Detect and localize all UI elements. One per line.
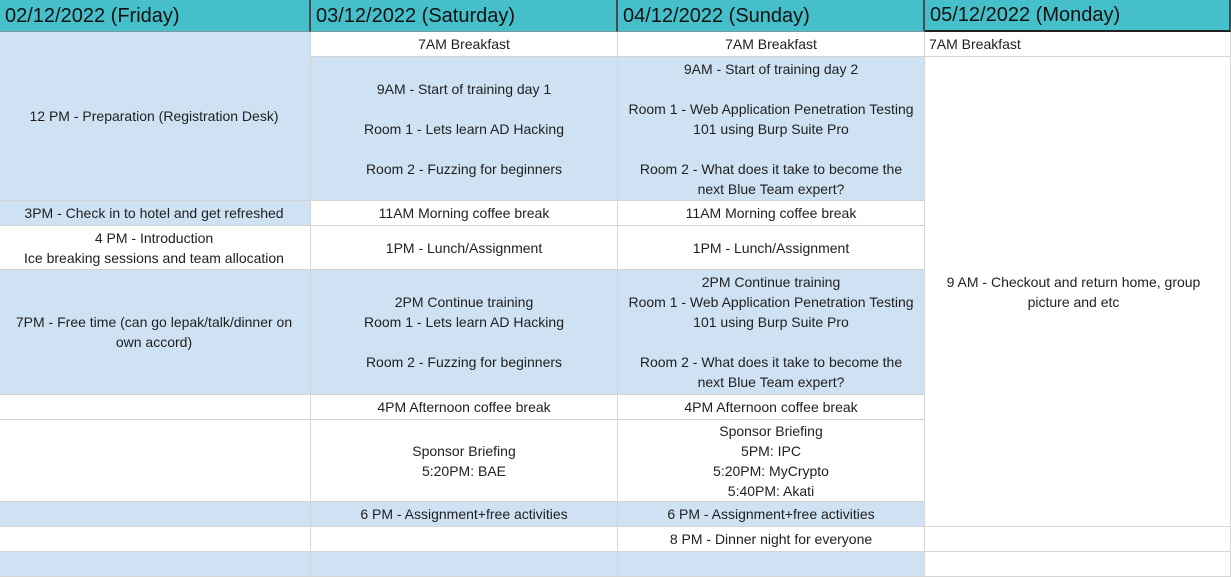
schedule-cell[interactable]: [0, 552, 311, 577]
day-header-2[interactable]: 03/12/2022 (Saturday): [311, 0, 618, 32]
schedule-cell[interactable]: 3PM - Check in to hotel and get refreshed: [0, 201, 311, 226]
schedule-cell[interactable]: [311, 527, 618, 552]
schedule-cell[interactable]: 11AM Morning coffee break: [311, 201, 618, 226]
schedule-cell[interactable]: 7AM Breakfast: [618, 32, 925, 57]
schedule-cell[interactable]: 1PM - Lunch/Assignment: [311, 226, 618, 270]
schedule-cell[interactable]: [0, 420, 311, 502]
schedule-cell[interactable]: 6 PM - Assignment+free activities: [618, 502, 925, 527]
schedule-cell[interactable]: 11AM Morning coffee break: [618, 201, 925, 226]
schedule-cell[interactable]: 9AM - Start of training day 1 Room 1 - Lets learn AD Hacking Room 2 - Fuzzing for beginners: [311, 57, 618, 201]
schedule-cell[interactable]: 7AM Breakfast: [925, 32, 1231, 57]
schedule-cell[interactable]: 4 PM - Introduction Ice breaking sessions and team allocation: [0, 226, 311, 270]
schedule-cell[interactable]: 6 PM - Assignment+free activities: [311, 502, 618, 527]
schedule-cell[interactable]: 9 AM - Checkout and return home, group picture and etc: [925, 57, 1231, 527]
schedule-cell[interactable]: [618, 552, 925, 577]
day-header-3[interactable]: 04/12/2022 (Sunday): [618, 0, 925, 32]
schedule-cell[interactable]: 4PM Afternoon coffee break: [618, 395, 925, 420]
schedule-cell[interactable]: 8 PM - Dinner night for everyone: [618, 527, 925, 552]
schedule-cell[interactable]: 12 PM - Preparation (Registration Desk): [0, 32, 311, 201]
schedule-cell[interactable]: [925, 552, 1231, 577]
schedule-cell[interactable]: 2PM Continue training Room 1 - Lets learn AD Hacking Room 2 - Fuzzing for beginners: [311, 270, 618, 395]
schedule-cell[interactable]: [0, 395, 311, 420]
day-header-1[interactable]: 02/12/2022 (Friday): [0, 0, 311, 32]
schedule-cell[interactable]: 4PM Afternoon coffee break: [311, 395, 618, 420]
schedule-cell[interactable]: [0, 502, 311, 527]
schedule-cell[interactable]: [311, 552, 618, 577]
schedule-cell[interactable]: 7PM - Free time (can go lepak/talk/dinner on own accord): [0, 270, 311, 395]
schedule-cell[interactable]: [925, 527, 1231, 552]
schedule-cell[interactable]: 9AM - Start of training day 2 Room 1 - Web Application Penetration Testing 101 using Burp Suite Pro Room 2 - What does it take to become the next Blue Team expert?: [618, 57, 925, 201]
schedule-cell[interactable]: 2PM Continue training Room 1 - Web Application Penetration Testing 101 using Burp Suite Pro Room 2 - What does it take to become the next Blue Team expert?: [618, 270, 925, 395]
schedule-cell[interactable]: [0, 527, 311, 552]
schedule-cell[interactable]: 7AM Breakfast: [311, 32, 618, 57]
schedule-cell[interactable]: 1PM - Lunch/Assignment: [618, 226, 925, 270]
schedule-cell[interactable]: Sponsor Briefing 5:20PM: BAE: [311, 420, 618, 502]
day-header-4[interactable]: 05/12/2022 (Monday): [925, 0, 1231, 32]
schedule-cell[interactable]: Sponsor Briefing 5PM: IPC 5:20PM: MyCrypto 5:40PM: Akati: [618, 420, 925, 502]
